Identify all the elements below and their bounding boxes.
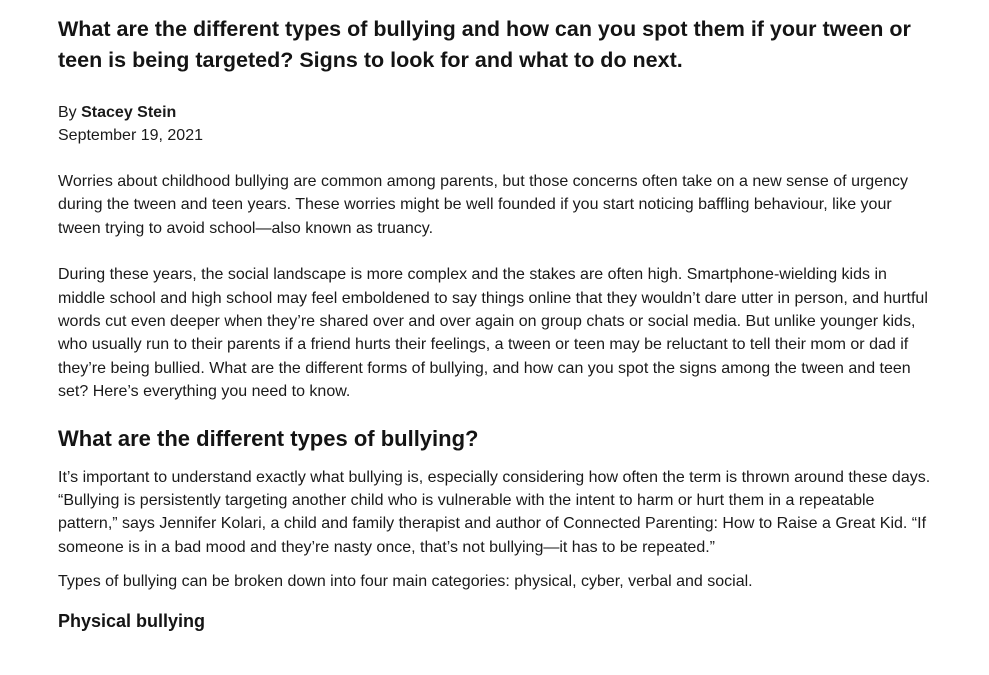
article bbox=[58, 14, 938, 634]
author-name: Stacey Stein bbox=[81, 104, 177, 121]
publish-date: September 19, 2021 bbox=[58, 127, 203, 144]
section-paragraph-2: Types of bullying can be broken down into four main categories: physical, cyber, verbal and social. bbox=[58, 573, 753, 591]
intro-paragraph-2: During these years, the social landscape is more complex and the stakes are often high. Smartphone-wielding kids in middle school and high school may feel emboldened to say things online that they wouldn’t dare utter in person, and hurtful words cut even deeper when they’re shared over and over again on group chats or social media. But unlike younger kids, who usually run to their parents if a friend hurts their feelings, a tween or teen may be reluctant to tell their mom or dad if they’re being bullied. What are the different forms of bullying, and how can you spot the signs among the tween and teen set? Here’s everything you need to know. bbox=[58, 266, 928, 401]
section-paragraph-1: It’s important to understand exactly what bullying is, especially considering how often the term is thrown around these days. “Bullying is persistently targeting another child who is vulnerable with the intent to harm or hurt them in a repeatable pattern,” says Jennifer Kolari, a child and family therapist and author of Connected Parenting: How to Raise a Great Kid. “If someone is in a bad mood and they’re nasty once, that’s not bullying—it has to be repeated.” bbox=[58, 468, 931, 556]
subheading-physical-bullying: Physical bullying bbox=[58, 610, 206, 631]
intro-paragraph-1: Worries about childhood bullying are common among parents, but those concerns often take on a new sense of urgency during the tween and teen years. These worries might be well founded if you start noticing baffling behaviour, like your tween trying to avoid school—also known as truancy. bbox=[58, 173, 908, 237]
article-title: What are the different types of bullying and how can you spot them if your tween or teen is being targeted? Signs to look for and what to do next. bbox=[58, 17, 911, 72]
section-heading: What are the different types of bullying? bbox=[58, 425, 479, 451]
byline bbox=[58, 101, 938, 147]
byline-prefix: By bbox=[58, 104, 82, 121]
author-line bbox=[58, 101, 938, 124]
